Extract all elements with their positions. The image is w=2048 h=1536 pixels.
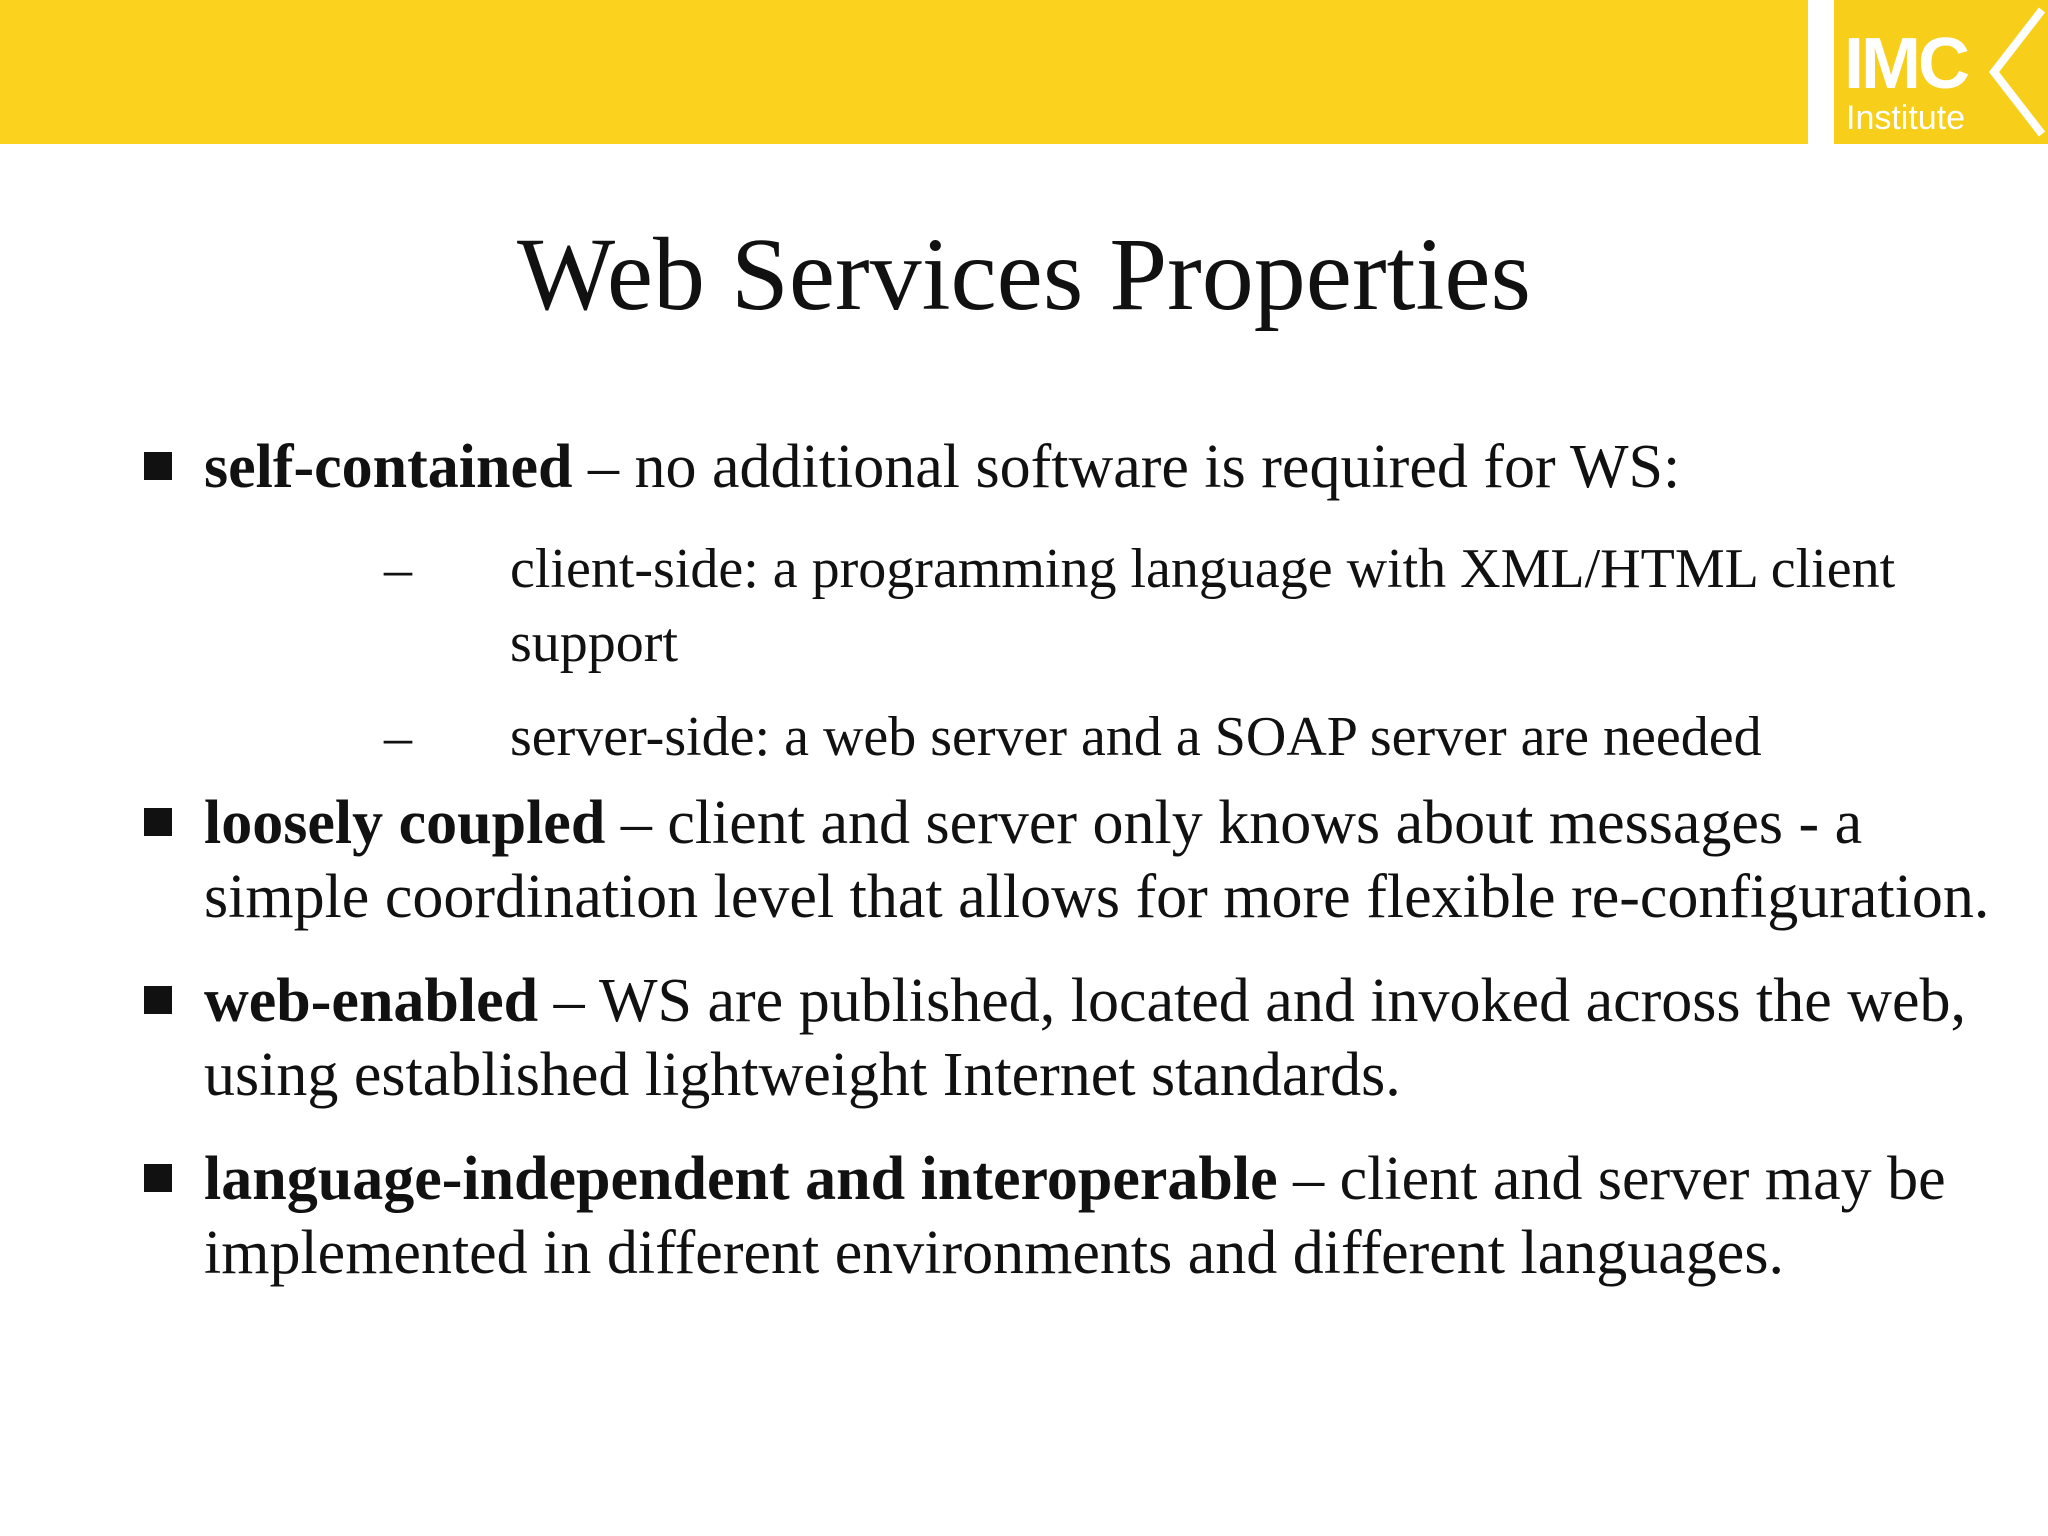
bullet-language-independent	[140, 1142, 2020, 1290]
bullet-text: – client and server may be implemented in different environments and different languages.	[204, 1145, 1946, 1287]
sub-list	[204, 532, 2020, 774]
bullet-term: loosely coupled	[204, 789, 606, 857]
sub-item-text: client-side: a programming language with XML/HTML client support	[510, 538, 1896, 674]
dash-icon: –	[384, 538, 412, 600]
bullet-term: self-contained	[204, 433, 573, 501]
bullet-term: language-independent and interoperable	[204, 1145, 1278, 1213]
slide-title: Web Services Properties	[517, 217, 1531, 332]
bullet-term: web-enabled	[204, 967, 539, 1035]
square-bullet-icon	[144, 1164, 172, 1192]
dash-icon: –	[384, 706, 412, 768]
logo-text-sub: Institute	[1846, 99, 1966, 137]
bullet-text: – WS are published, located and invoked across the web, using established lightweight Internet standards.	[204, 967, 1967, 1109]
sub-item-text: server-side: a web server and a SOAP server are needed	[510, 706, 1762, 768]
bullet-list	[140, 430, 2020, 1290]
sub-item-client-side	[204, 532, 2020, 680]
bullet-text: – client and server only knows about messages - a simple coordination level that allows for more flexible re-configuration.	[204, 789, 1990, 931]
bullet-loosely-coupled	[140, 786, 2020, 934]
sub-item-server-side	[204, 700, 2020, 774]
imc-institute-logo	[1834, 0, 2048, 144]
bullet-text: – no additional software is required for WS:	[572, 433, 1681, 501]
square-bullet-icon	[144, 452, 172, 480]
square-bullet-icon	[144, 986, 172, 1014]
bullet-self-contained	[140, 430, 2020, 774]
logo-text-main: IMC	[1844, 24, 1967, 104]
top-banner	[0, 0, 1808, 144]
bullet-web-enabled	[140, 964, 2020, 1112]
square-bullet-icon	[144, 808, 172, 836]
